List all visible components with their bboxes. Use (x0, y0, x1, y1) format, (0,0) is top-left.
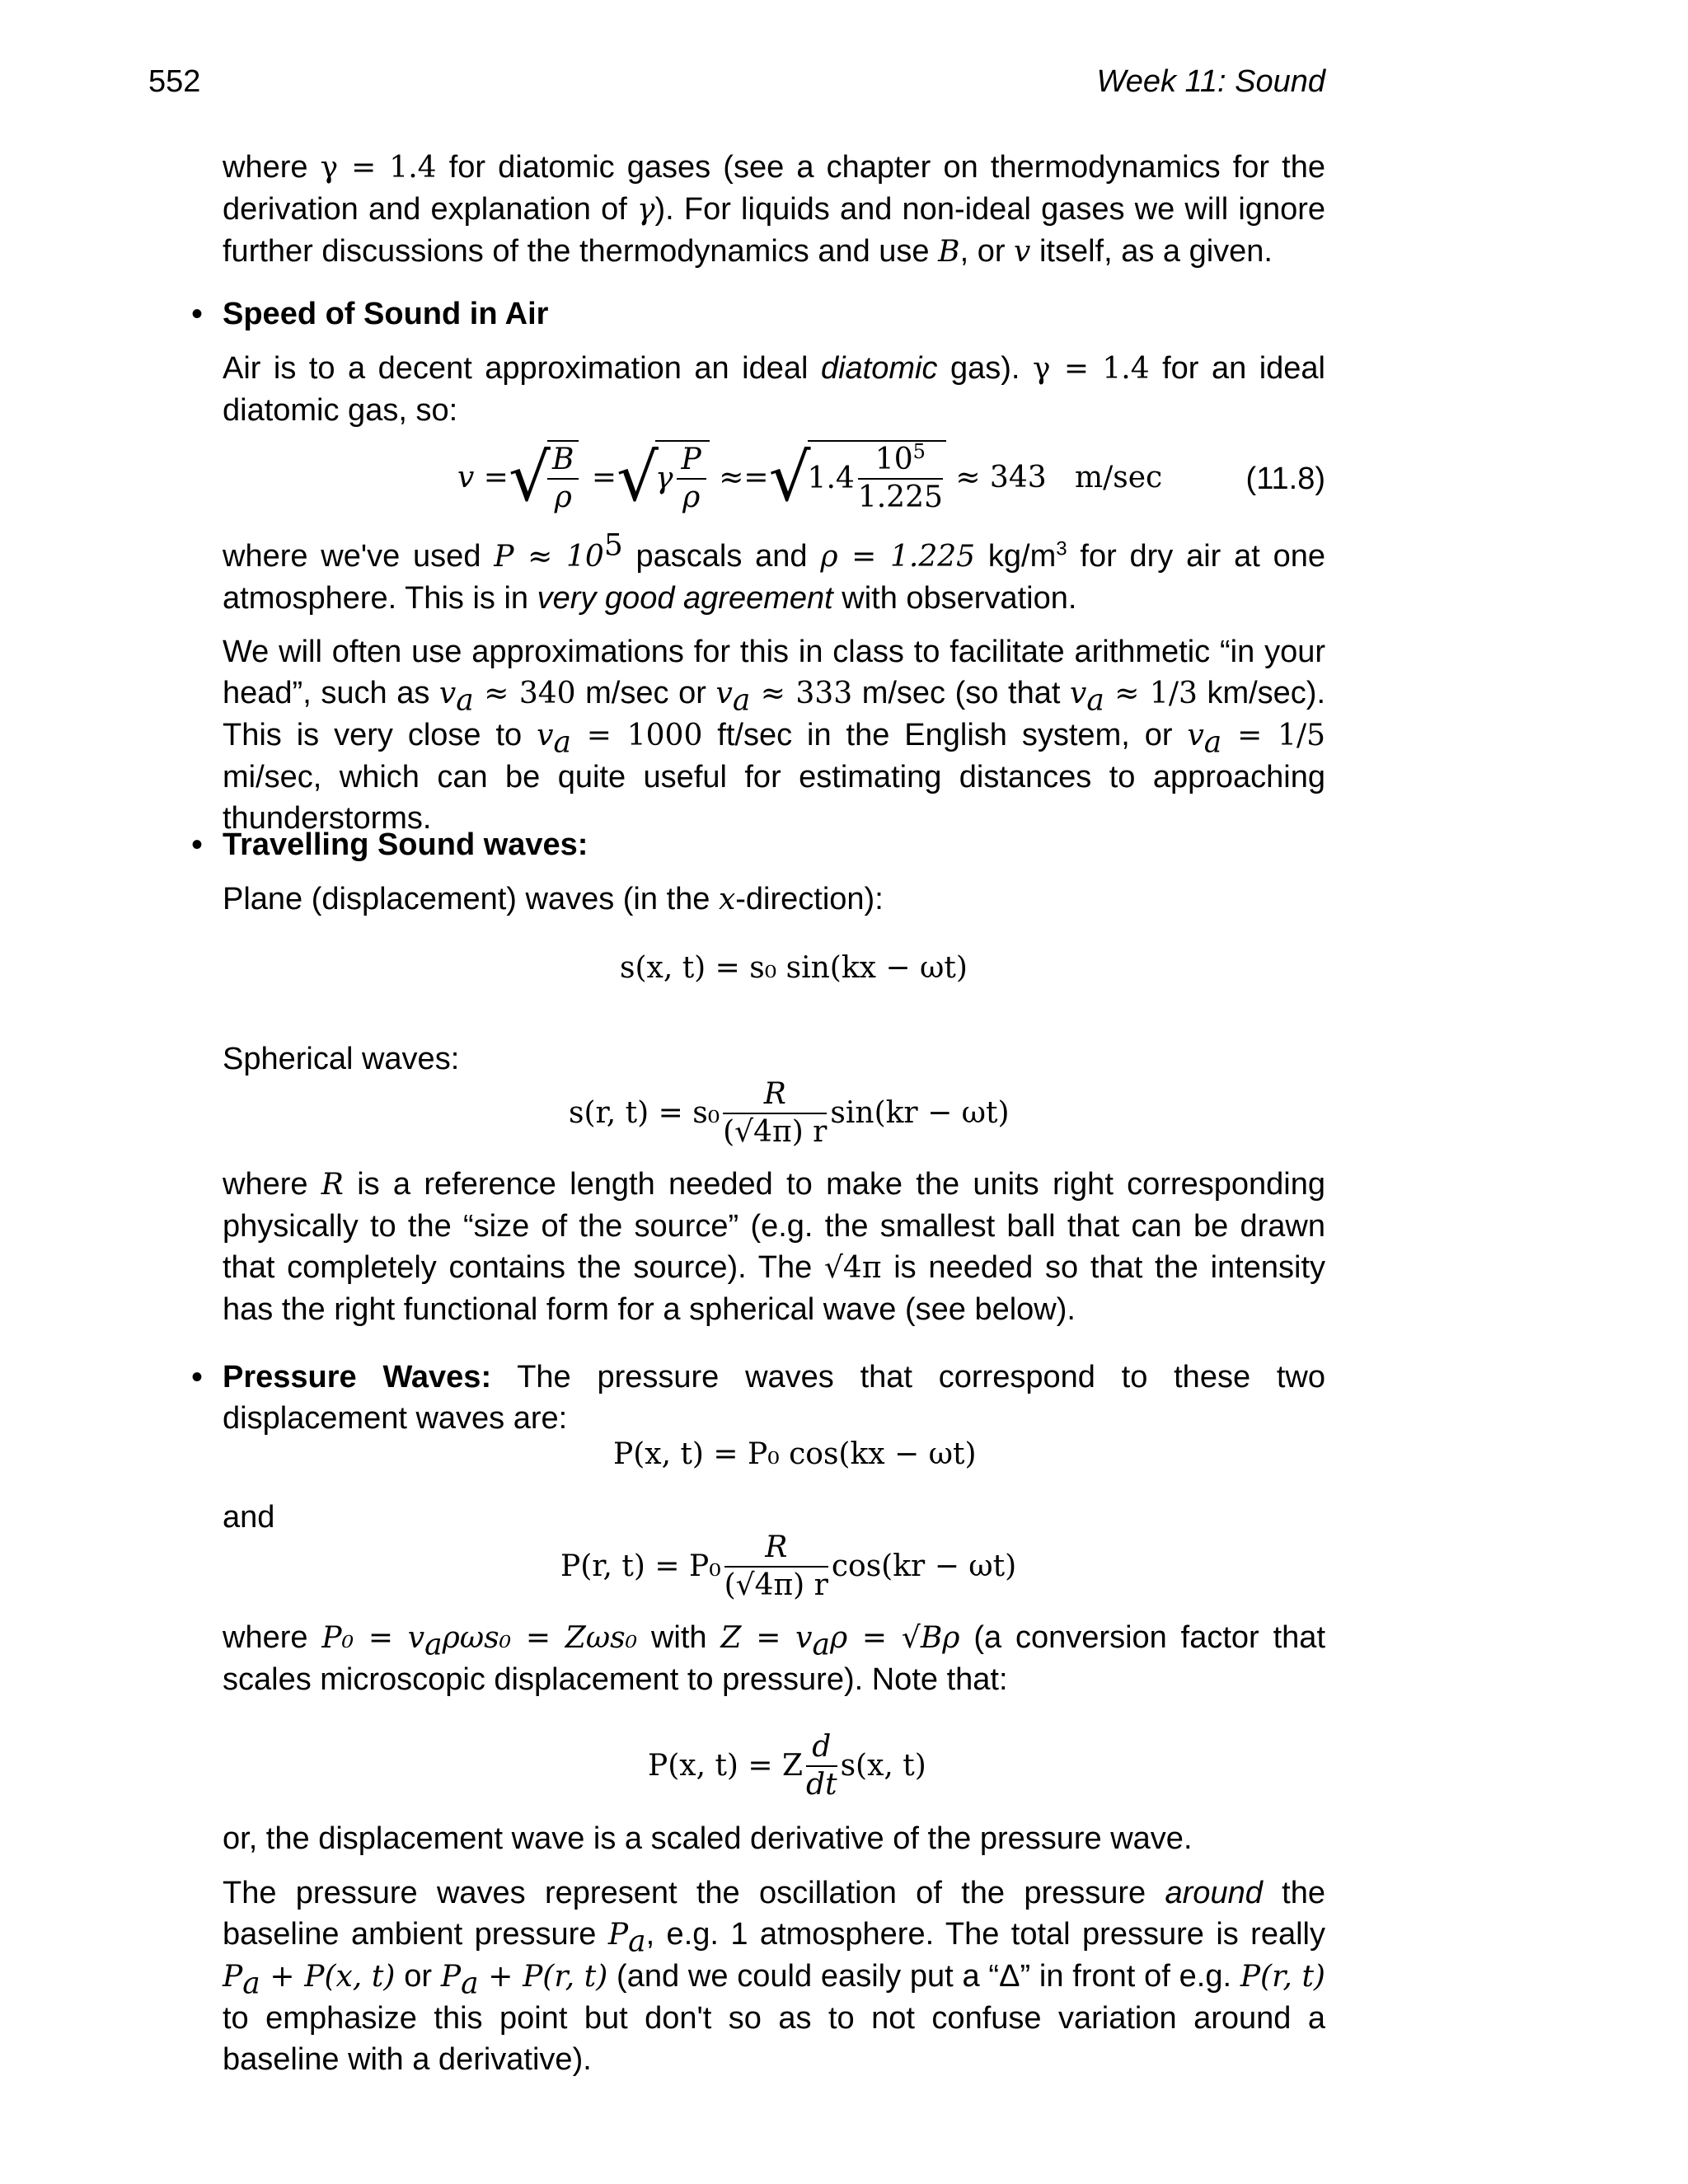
equation-speed-of-sound: v = √ $\frac{B}{\rho}$ = √ γ $\frac{P}{\rho}$ ≈= √ 1.4 $\frac{10^5}{1.225}$ ≈ 343 m/sec (457, 439, 1163, 516)
baseline-paragraph: The pressure waves represent the oscillation of the pressure around the baseline ambient pressure $P_a$, e.g. 1 atmosphere. The total pressure is really $P_a + P(x$, t) or $P_a + P(r$, t) (and we could easily put a “Δ” in front of e.g. P(r, t) to emphasize this point but don't so as to not confuse variation around a baseline with a derivative). (223, 1876, 1325, 2077)
and-label: and (223, 1500, 275, 1535)
equation-pressure-plane: P(x, t) = P₀ cos(kx − ωt) (613, 1437, 977, 1471)
equation-pressure-derivative: P(x, t) = Z $\frac{d}{dt}$ s(x, t) (648, 1730, 926, 1802)
plane-waves-label: Plane (displacement) waves (in the x-direction): (223, 882, 884, 916)
equation-number: (11.8) (1245, 462, 1325, 496)
intro-paragraph: where γ = 1.4 for diatomic gases (see a chapter on thermodynamics for the derivation and explanation of γ). For liquids and non-ideal gases we will ignore further discussions of the thermodynamics and use B, or v itself, as a given. (223, 150, 1326, 269)
running-header: Week 11: Sound (1096, 64, 1325, 99)
spherical-waves-label: Spherical waves: (223, 1042, 460, 1076)
pressure-definitions: where $P_0 = v_a\rho\omega s_0 = Z\omega s_0$ with $Z = v_a\rho = √B\rho$ (a conversion factor that scales microscopic displacement to pressure). Note that: (223, 1620, 1325, 1697)
air-paragraph-2: where we've used $P \approx 10^5$ pascals and ρ = 1.225 $kg/m^3$ for dry air at one atmosphere. This is in very good agreement with observation. (223, 528, 1326, 616)
bullet-icon: • (191, 1359, 204, 1395)
section-heading-pressure-waves: Pressure Waves: (223, 1360, 492, 1394)
section-heading-travelling-waves: Travelling Sound waves: (223, 827, 588, 862)
bullet-icon: • (191, 296, 204, 332)
air-paragraph-1: Air is to a decent approximation an ideal diatomic gas). γ = 1.4 for an ideal diatomic gas, so: (223, 351, 1325, 428)
section-heading-speed-of-sound: Speed of Sound in Air (223, 297, 549, 331)
spherical-explanation: where R is a reference length needed to make the units right corresponding physically to the “size of the source” (e.g. the smallest ball that can be drawn that completely contains the source). The √4π is needed so that the intensity has the right functional form for a spherical wave (see below). (223, 1167, 1325, 1327)
equation-plane-wave: s(x, t) = s₀ sin(kx − ωt) (620, 951, 968, 985)
equation-pressure-spherical: P(r, t) = P₀ $\frac{R}{(√4\pi) r}$ cos(kr − ωt) (560, 1530, 1017, 1602)
page-number: 552 (148, 64, 201, 99)
derivative-note: or, the displacement wave is a scaled derivative of the pressure wave. (223, 1821, 1193, 1856)
pressure-intro: Pressure Waves: The pressure waves that correspond to these two displacement waves are: (223, 1360, 1326, 1436)
equation-spherical-wave: s(r, t) = s₀ $\frac{R}{(√4\pi) r}$ sin(kr − ωt) (569, 1077, 1010, 1149)
air-paragraph-3: We will often use approximations for this in class to facilitate arithmetic “in your head”, such as $v_a \approx 340$ m/sec or $v_a \approx 333$ m/sec (so that $v_a \approx 1/3$ km/sec). This is very close to $v_a = 1000$ ft/sec in the English system, or $v_a = 1/5$ mi/sec, which can be quite useful for estimating distances to approaching thunderstorms. (223, 635, 1326, 836)
bullet-icon: • (191, 827, 204, 863)
